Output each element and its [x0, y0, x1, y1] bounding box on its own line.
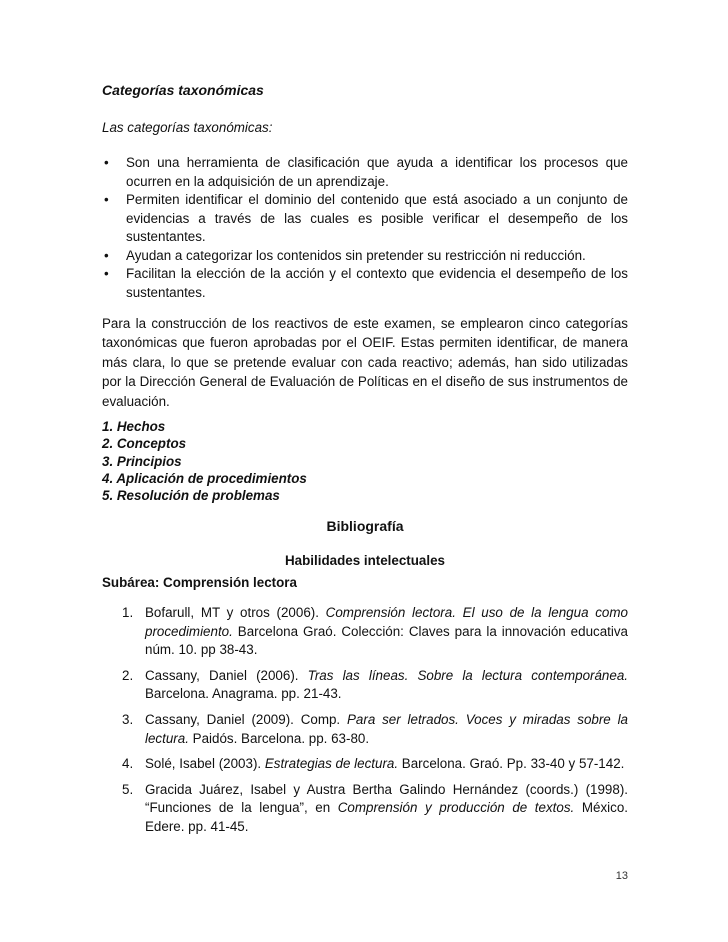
section-title: Categorías taxonómicas: [102, 82, 264, 98]
reference-number: 3.: [122, 711, 134, 727]
bullet-item: • Son una herramienta de clasificación que ayuda a identificar los procesos que ocurren en la adquisición de un aprendizaje.: [104, 155, 628, 189]
reference-title: Comprensión lectora. El uso de la lengua como procedimiento.: [145, 605, 628, 639]
reference-item: 1. Bofarull, MT y otros (2006). Comprensión lectora. El uso de la lengua como procedimiento. Barcelona Graó. Colección: Claves para la innovación educativa núm. 10. pp 38-43.: [122, 605, 628, 658]
bullet-icon: •: [104, 247, 109, 263]
bullet-icon: •: [104, 266, 109, 281]
category-item: 5. Resolución de problemas: [102, 488, 280, 504]
bullet-icon: •: [104, 192, 109, 207]
bullet-list: [102, 154, 628, 302]
category-item: 1. Hechos: [102, 419, 166, 434]
body-paragraph: Para la construcción de los reactivos de este examen, se emplearon cinco categorías taxonómicas que fueron aprobadas por el OEIF. Estas permiten identificar, de manera más clara, lo que se pretende evaluar con cada reactivo; además, han sido utilizadas por la Dirección General de Evaluación de Políticas en el diseño de sus instrumentos de evaluación.: [102, 316, 628, 409]
section-intro: Las categorías taxonómicas:: [102, 120, 273, 135]
reference-title: Tras las líneas. Sobre la lectura contemporánea.: [307, 667, 628, 683]
reference-title: Estrategias de lectura.: [264, 756, 399, 772]
reference-title: Comprensión y producción de textos.: [337, 800, 575, 816]
reference-item: 5. Gracida Juárez, Isabel y Austra Bertha Galindo Hernández (coords.) (1998). “Funciones de la lengua”, en Comprensión y producción de textos. México. Edere. pp. 41-45.: [122, 781, 628, 834]
reference-number: 2.: [122, 667, 134, 683]
bullet-item: • Ayudan a categorizar los contenidos sin pretender su restricción ni reducción.: [102, 247, 628, 266]
page-number: 13: [615, 870, 628, 882]
category-item: 2. Conceptos: [102, 436, 187, 452]
reference-title: Para ser letrados. Voces y miradas sobre la lectura.: [145, 711, 628, 746]
bullet-item: • Facilitan la elección de la acción y el contexto que evidencia el desempeño de los sustentantes.: [104, 266, 628, 300]
bibliography-subarea: Subárea: Comprensión lectora: [102, 575, 297, 590]
reference-number: 1.: [122, 605, 134, 620]
reference-list: [122, 604, 628, 844]
reference-number: 4.: [122, 756, 134, 772]
reference-item: 3. Cassany, Daniel (2009). Comp. Para ser letrados. Voces y miradas sobre la lectura. Paidós. Barcelona. pp. 63-80.: [122, 711, 628, 746]
bibliography-subtitle: Habilidades intelectuales: [284, 553, 445, 568]
bullet-icon: •: [104, 155, 109, 170]
category-list: [102, 418, 307, 504]
reference-item: 2. Cassany, Daniel (2006). Tras las líneas. Sobre la lectura contemporánea. Barcelona. Anagrama. pp. 21-43.: [122, 667, 628, 702]
bullet-item: • Permiten identificar el dominio del contenido que está asociado a un conjunto de evidencias a través de las cuales es posible verificar el desempeño de los sustentantes.: [104, 192, 628, 244]
category-item: 4. Aplicación de procedimientos: [102, 470, 307, 486]
reference-number: 5.: [122, 781, 134, 797]
bibliography-title: Bibliografía: [326, 518, 404, 534]
category-item: 3. Principios: [102, 453, 182, 469]
reference-item: 4. Solé, Isabel (2003). Estrategias de lectura. Barcelona. Graó. Pp. 33-40 y 57-142.: [122, 755, 628, 774]
